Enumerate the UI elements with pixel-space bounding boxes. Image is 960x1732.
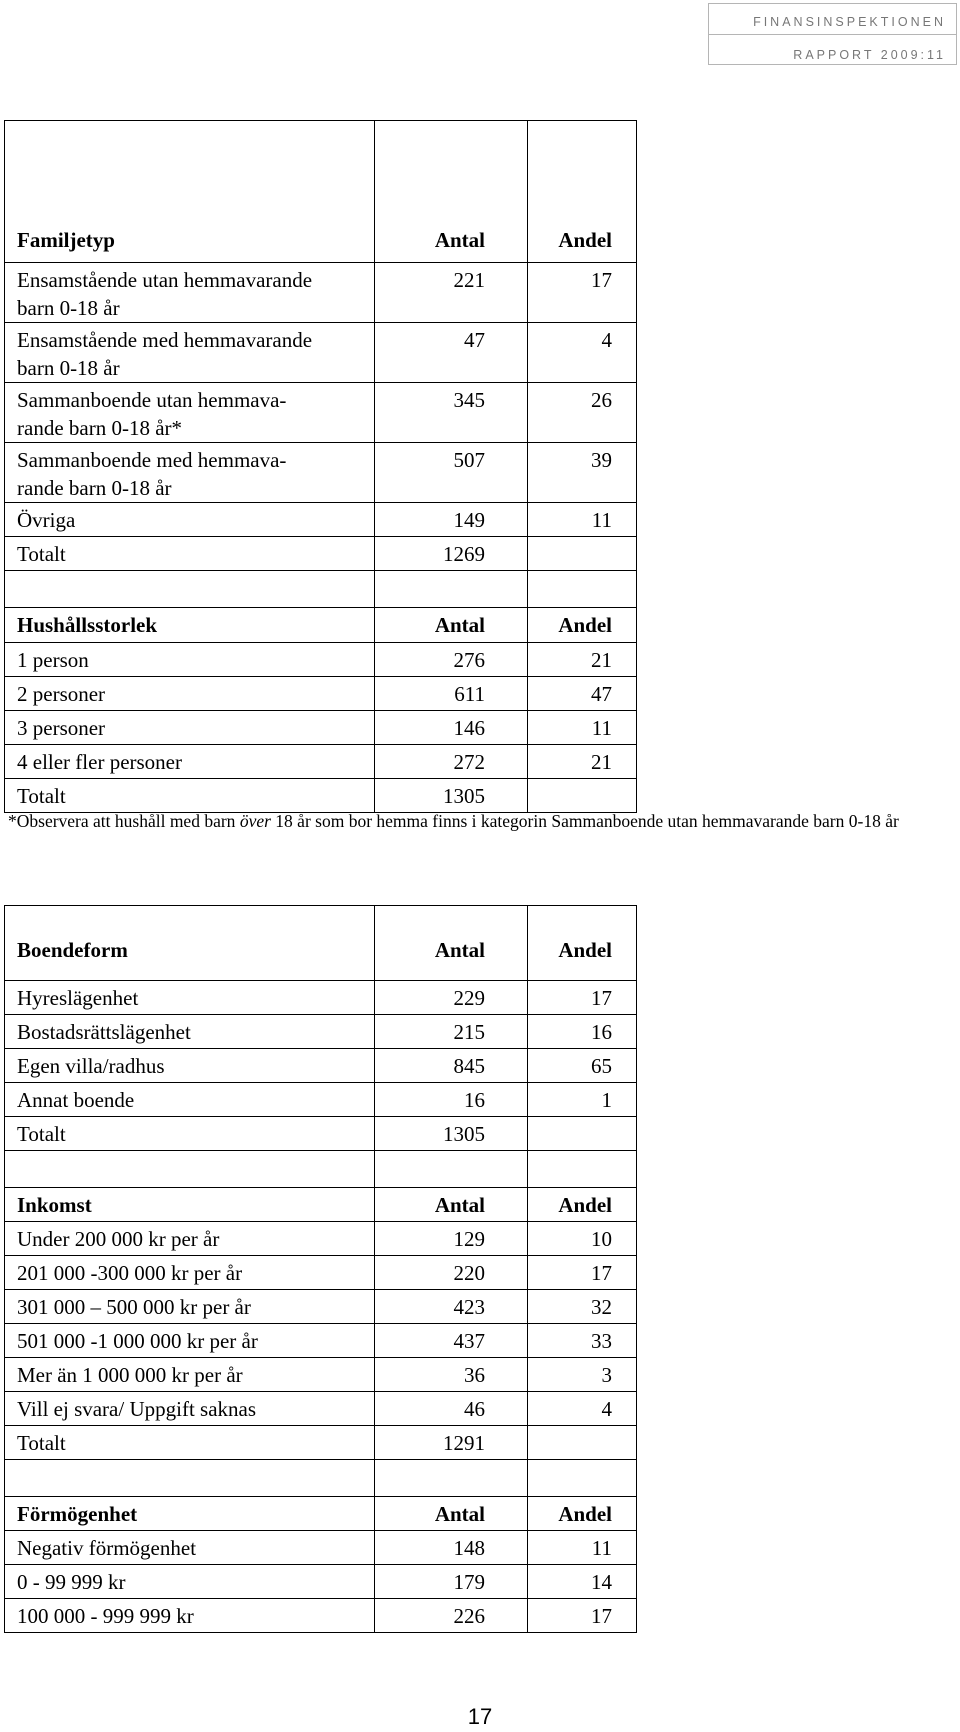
row-label: 301 000 – 500 000 kr per år xyxy=(5,1290,375,1324)
table-household xyxy=(4,120,637,813)
table-row xyxy=(5,1497,637,1531)
table-row xyxy=(5,537,637,571)
table-row xyxy=(5,1015,637,1049)
empty-cell xyxy=(5,571,375,608)
row-label: 2 personer xyxy=(5,677,375,711)
row-label: Totalt xyxy=(5,1117,375,1151)
table-row xyxy=(5,1358,637,1392)
row-count: 272 xyxy=(375,745,528,779)
row-count: 845 xyxy=(375,1049,528,1083)
row-count: 47 xyxy=(375,323,528,383)
row-count: 437 xyxy=(375,1324,528,1358)
row-label: Totalt xyxy=(5,1426,375,1460)
row-count: 1269 xyxy=(375,537,528,571)
header-cell: Andel xyxy=(528,121,637,263)
table-row xyxy=(5,1392,637,1426)
row-label: Ensamstående utan hemmavarande barn 0-18 år xyxy=(5,263,375,323)
empty-cell xyxy=(528,571,637,608)
row-share xyxy=(528,537,637,571)
row-count: 220 xyxy=(375,1256,528,1290)
table-row xyxy=(5,571,637,608)
row-label: 1 person xyxy=(5,643,375,677)
table-row xyxy=(5,643,637,677)
row-share: 32 xyxy=(528,1290,637,1324)
header-cell: Antal xyxy=(375,608,528,643)
row-share: 14 xyxy=(528,1565,637,1599)
row-label: Annat boende xyxy=(5,1083,375,1117)
row-share: 4 xyxy=(528,323,637,383)
row-share: 26 xyxy=(528,383,637,443)
header-cell: Förmögenhet xyxy=(5,1497,375,1531)
header-cell: Andel xyxy=(528,906,637,981)
table-row xyxy=(5,1117,637,1151)
empty-cell xyxy=(5,1151,375,1188)
row-share: 17 xyxy=(528,1599,637,1633)
row-label: 0 - 99 999 kr xyxy=(5,1565,375,1599)
table-row xyxy=(5,1324,637,1358)
row-label: Egen villa/radhus xyxy=(5,1049,375,1083)
row-count: 229 xyxy=(375,981,528,1015)
report-header xyxy=(708,3,957,65)
table-row xyxy=(5,711,637,745)
row-count: 276 xyxy=(375,643,528,677)
table-row xyxy=(5,1460,637,1497)
table-row xyxy=(5,1151,637,1188)
row-label: Under 200 000 kr per år xyxy=(5,1222,375,1256)
table-row xyxy=(5,1426,637,1460)
row-label: Ensamstående med hemmavarande barn 0-18 år xyxy=(5,323,375,383)
table-housing-income xyxy=(4,905,637,1633)
header-cell: Antal xyxy=(375,906,528,981)
row-label: Övriga xyxy=(5,503,375,537)
table-row xyxy=(5,1083,637,1117)
table-row xyxy=(5,981,637,1015)
page-number: 17 xyxy=(467,1704,493,1729)
row-share: 11 xyxy=(528,711,637,745)
table-row xyxy=(5,121,637,263)
row-count: 46 xyxy=(375,1392,528,1426)
header-org: FINANSINSPEKTIONEN xyxy=(753,15,946,29)
header-cell: Andel xyxy=(528,1188,637,1222)
row-label: 3 personer xyxy=(5,711,375,745)
header-report: RAPPORT 2009:11 xyxy=(793,48,946,62)
table-row xyxy=(5,1531,637,1565)
header-cell: Andel xyxy=(528,608,637,643)
row-share xyxy=(528,1117,637,1151)
row-label: Negativ förmögenhet xyxy=(5,1531,375,1565)
row-count: 226 xyxy=(375,1599,528,1633)
header-cell: Antal xyxy=(375,1188,528,1222)
header-cell: Familjetyp xyxy=(5,121,375,263)
row-label: Vill ej svara/ Uppgift saknas xyxy=(5,1392,375,1426)
header-cell: Antal xyxy=(375,1497,528,1531)
row-share: 3 xyxy=(528,1358,637,1392)
row-count: 149 xyxy=(375,503,528,537)
footnote xyxy=(8,808,958,834)
empty-cell xyxy=(375,571,528,608)
table-row xyxy=(5,383,637,443)
row-count: 146 xyxy=(375,711,528,745)
empty-cell xyxy=(5,1460,375,1497)
table-row xyxy=(5,323,637,383)
row-count: 36 xyxy=(375,1358,528,1392)
row-label: 501 000 -1 000 000 kr per år xyxy=(5,1324,375,1358)
row-count: 129 xyxy=(375,1222,528,1256)
row-share: 47 xyxy=(528,677,637,711)
row-count: 221 xyxy=(375,263,528,323)
row-count: 345 xyxy=(375,383,528,443)
header-cell: Boendeform xyxy=(5,906,375,981)
row-share: 21 xyxy=(528,643,637,677)
row-share: 17 xyxy=(528,981,637,1015)
table-row xyxy=(5,608,637,643)
row-share: 17 xyxy=(528,1256,637,1290)
header-cell: Hushållsstorlek xyxy=(5,608,375,643)
footnote-emphasis: över xyxy=(239,811,271,831)
header-cell: Andel xyxy=(528,1497,637,1531)
row-count: 423 xyxy=(375,1290,528,1324)
table-row xyxy=(5,1188,637,1222)
table-row xyxy=(5,745,637,779)
row-count: 16 xyxy=(375,1083,528,1117)
row-label: 100 000 - 999 999 kr xyxy=(5,1599,375,1633)
table-row xyxy=(5,263,637,323)
row-share: 11 xyxy=(528,1531,637,1565)
row-label: Totalt xyxy=(5,779,375,813)
row-share: 1 xyxy=(528,1083,637,1117)
row-count: 215 xyxy=(375,1015,528,1049)
table-row xyxy=(5,1290,637,1324)
row-label: 4 eller fler personer xyxy=(5,745,375,779)
row-share: 21 xyxy=(528,745,637,779)
header-cell: Antal xyxy=(375,121,528,263)
row-count: 1305 xyxy=(375,779,528,813)
row-share xyxy=(528,1426,637,1460)
row-share: 10 xyxy=(528,1222,637,1256)
row-share: 16 xyxy=(528,1015,637,1049)
row-count: 148 xyxy=(375,1531,528,1565)
row-share: 11 xyxy=(528,503,637,537)
empty-cell xyxy=(528,1460,637,1497)
table-row xyxy=(5,443,637,503)
row-label: Sammanboende utan hemmava- rande barn 0-18 år* xyxy=(5,383,375,443)
footnote-pre: *Observera att hushåll med barn xyxy=(8,811,240,831)
row-count: 1305 xyxy=(375,1117,528,1151)
row-label: Totalt xyxy=(5,537,375,571)
row-label: Sammanboende med hemmava- rande barn 0-18 år xyxy=(5,443,375,503)
footnote-post: 18 år som bor hemma finns i kategorin Sammanboende utan hemmavarande barn 0-18 år xyxy=(270,811,899,831)
row-count: 507 xyxy=(375,443,528,503)
empty-cell xyxy=(375,1151,528,1188)
table-row xyxy=(5,1222,637,1256)
row-label: Hyreslägenhet xyxy=(5,981,375,1015)
table-row xyxy=(5,1049,637,1083)
table-row xyxy=(5,503,637,537)
row-share: 17 xyxy=(528,263,637,323)
row-label: Mer än 1 000 000 kr per år xyxy=(5,1358,375,1392)
table-row xyxy=(5,1599,637,1633)
row-share: 4 xyxy=(528,1392,637,1426)
row-count: 1291 xyxy=(375,1426,528,1460)
row-count: 611 xyxy=(375,677,528,711)
row-count: 179 xyxy=(375,1565,528,1599)
row-share: 33 xyxy=(528,1324,637,1358)
empty-cell xyxy=(528,1151,637,1188)
table-row xyxy=(5,1565,637,1599)
row-label: Bostadsrättslägenhet xyxy=(5,1015,375,1049)
header-cell: Inkomst xyxy=(5,1188,375,1222)
table-row xyxy=(5,906,637,981)
table-row xyxy=(5,1256,637,1290)
row-share: 65 xyxy=(528,1049,637,1083)
row-label: 201 000 -300 000 kr per år xyxy=(5,1256,375,1290)
empty-cell xyxy=(375,1460,528,1497)
row-share: 39 xyxy=(528,443,637,503)
table-row xyxy=(5,677,637,711)
